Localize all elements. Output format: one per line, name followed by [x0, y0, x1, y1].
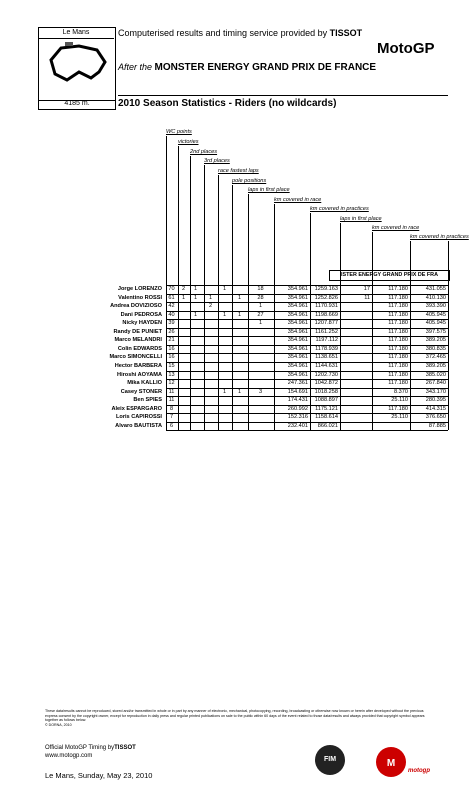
table-cell: [233, 396, 246, 405]
table-cell: 1: [193, 294, 198, 301]
table-cell: [341, 371, 370, 380]
table-cell: [341, 353, 370, 362]
column-header: pole positions: [232, 178, 267, 184]
table-cell: [179, 302, 188, 311]
table-cell: [219, 328, 230, 337]
tissot-brand: TISSOT: [114, 745, 136, 751]
circuit-name: Le Mans: [38, 27, 114, 39]
table-cell: [191, 328, 200, 337]
table-cell: 354.961: [287, 354, 308, 361]
table-cell: [341, 422, 370, 431]
table-cell: 1138.651: [315, 354, 338, 361]
table-cell: [179, 328, 188, 337]
table-cell: [249, 362, 272, 371]
table-cell: [249, 405, 272, 414]
table-cell: [205, 371, 216, 380]
rider-name: Colin EDWARDS: [117, 345, 162, 352]
column-header: race fastest laps: [218, 168, 259, 174]
event-line: After the MONSTER ENERGY GRAND PRIX DE FRANCE: [118, 62, 377, 73]
official-timing: Official MotoGP Timing byTISSOT: [45, 745, 136, 751]
table-cell: 410.130: [425, 294, 446, 301]
table-cell: [341, 362, 370, 371]
table-cell: [205, 362, 216, 371]
table-cell: 117.180: [388, 354, 408, 361]
rider-name: Ben SPIES: [133, 397, 162, 404]
rider-name: Nicky HAYDEN: [122, 320, 162, 327]
table-cell: 1170.931: [315, 303, 338, 310]
table-cell: [205, 396, 216, 405]
table-cell: 354.961: [287, 320, 308, 327]
table-cell: [179, 311, 188, 320]
table-cell: 232.401: [287, 422, 308, 429]
table-cell: 117.180: [388, 405, 408, 412]
table-cell: [219, 345, 230, 354]
table-cell: [233, 413, 246, 422]
table-cell: [249, 353, 272, 362]
table-cell: [249, 345, 272, 354]
table-cell: [233, 405, 246, 414]
table-cell: 42: [168, 303, 175, 310]
table-cell: [219, 396, 230, 405]
table-cell: 405.945: [425, 320, 446, 327]
table-cell: 117.180: [388, 286, 408, 292]
table-cell: [233, 319, 246, 328]
table-cell: 12: [168, 380, 175, 387]
table-cell: 117.180: [388, 345, 408, 352]
table-cell: 117.180: [388, 371, 408, 378]
disclaimer: These data/results cannot be reproduced, stored and/or transmitted in whole or in part by any manner of electronic, mechanical, photocopying, recording, broadcasting or otherwise now known or herein after developed without the previous express consent by the copyright owner, except for reproduction in daily press and regular printed publications on sale to the public within 60 days of the event related to those data/results and always provided that copyright symbol appears together as follows below. © DORNA, 2010: [45, 709, 425, 727]
table-cell: 70: [168, 286, 175, 292]
table-cell: 405.945: [425, 311, 446, 318]
table-cell: 15: [168, 362, 175, 369]
table-cell: 1144.631: [315, 362, 338, 369]
table-cell: [341, 405, 370, 414]
tissot-logo: TISSOT: [329, 28, 363, 38]
table-cell: 1: [222, 311, 227, 318]
table-cell: 260.992: [287, 405, 308, 412]
table-cell: 1197.112: [315, 337, 338, 344]
table-cell: 61: [168, 294, 175, 301]
page-title: 2010 Season Statistics - Riders (no wildcards): [118, 98, 337, 109]
table-cell: [179, 319, 188, 328]
table-cell: 39: [168, 320, 175, 327]
table-cell: [341, 388, 370, 397]
website-link[interactable]: www.motogp.com: [45, 753, 93, 759]
table-cell: 3: [258, 388, 263, 395]
table-cell: 354.961: [287, 362, 308, 369]
table-cell: [219, 353, 230, 362]
table-cell: [219, 294, 230, 303]
table-cell: [205, 405, 216, 414]
table-cell: 152.316: [287, 414, 308, 421]
table-cell: 1: [193, 311, 198, 318]
table-cell: 1: [258, 320, 263, 327]
table-cell: [249, 422, 272, 431]
table-cell: 354.961: [287, 328, 308, 335]
table-cell: [179, 388, 188, 397]
rider-name: Hiroshi AOYAMA: [117, 371, 162, 378]
table-cell: 1: [237, 388, 242, 395]
table-cell: [179, 396, 188, 405]
table-cell: [219, 319, 230, 328]
table-cell: [205, 328, 216, 337]
table-cell: [341, 396, 370, 405]
table-cell: [205, 388, 216, 397]
table-cell: 2: [181, 286, 186, 292]
table-cell: [179, 422, 188, 431]
table-cell: [205, 285, 216, 294]
table-cell: 1: [258, 303, 263, 310]
table-cell: [205, 422, 216, 431]
table-cell: 389.205: [425, 337, 446, 344]
table-cell: 1: [222, 286, 227, 292]
table-cell: 354.961: [287, 337, 308, 344]
header-divider: [118, 95, 448, 96]
table-cell: 21: [168, 337, 175, 344]
rider-name: Alvaro BAUTISTA: [115, 422, 162, 429]
table-cell: [219, 413, 230, 422]
table-cell: 16: [168, 354, 175, 361]
table-cell: 280.395: [425, 397, 446, 404]
table-cell: 40: [168, 311, 175, 318]
table-cell: [191, 413, 200, 422]
table-top-line: [166, 285, 448, 286]
table-cell: [233, 345, 246, 354]
table-cell: 354.961: [287, 345, 308, 352]
table-cell: 866.021: [317, 422, 338, 429]
table-cell: [233, 371, 246, 380]
rider-name: Randy DE PUNIET: [113, 328, 162, 335]
table-cell: 11: [168, 397, 175, 404]
table-cell: [373, 422, 408, 431]
rider-name: Dani PEDROSA: [120, 311, 162, 318]
table-cell: [219, 336, 230, 345]
table-cell: [191, 319, 200, 328]
rider-name: Marco SIMONCELLI: [109, 354, 162, 361]
table-cell: 1252.826: [314, 294, 338, 301]
table-cell: 372.465: [425, 354, 446, 361]
table-cell: [205, 319, 216, 328]
table-cell: 117.180: [388, 320, 408, 327]
table-cell: 174.431: [287, 397, 308, 404]
table-cell: 247.361: [287, 380, 308, 387]
table-cell: [341, 311, 370, 320]
table-cell: 354.961: [287, 371, 308, 378]
table-cell: 28: [257, 294, 264, 301]
table-cell: 26: [168, 328, 175, 335]
table-cell: 389.205: [425, 362, 446, 369]
table-cell: 1: [181, 294, 186, 301]
table-cell: 154.691: [287, 388, 308, 395]
table-cell: [205, 345, 216, 354]
table-cell: 117.180: [388, 311, 408, 318]
column-header: km covered in race: [274, 197, 322, 203]
rider-name: Casey STONER: [120, 388, 162, 395]
column-header: 2nd places: [190, 149, 218, 155]
table-cell: 431.055: [425, 286, 446, 292]
table-cell: 117.180: [388, 328, 408, 335]
table-cell: [179, 362, 188, 371]
table-cell: [233, 353, 246, 362]
table-cell: 354.961: [287, 294, 308, 301]
rider-name: Hector BARBERA: [114, 362, 162, 369]
table-cell: [179, 379, 188, 388]
table-cell: [191, 371, 200, 380]
table-cell: [191, 379, 200, 388]
table-cell: 397.575: [425, 328, 446, 335]
table-cell: [219, 422, 230, 431]
table-cell: [179, 336, 188, 345]
table-cell: [341, 345, 370, 354]
table-cell: [249, 328, 272, 337]
table-cell: 1207.877: [314, 320, 338, 327]
table-cell: 87.885: [428, 422, 446, 429]
table-cell: 117.180: [388, 303, 408, 310]
column-header: 3rd places: [204, 158, 230, 164]
table-cell: [219, 379, 230, 388]
table-cell: [341, 328, 370, 337]
table-cell: 414.315: [425, 405, 446, 412]
rider-name: Aleix ESPARGARO: [111, 405, 162, 412]
event-banner-cell: ISTER ENERGY GRAND PRIX DE FRA: [329, 270, 450, 281]
table-cell: [233, 336, 246, 345]
table-cell: [179, 371, 188, 380]
svg-text:M: M: [386, 758, 396, 769]
table-cell: 117.180: [388, 362, 408, 369]
rider-name: Mika KALLIO: [127, 380, 162, 387]
table-cell: [233, 422, 246, 431]
table-cell: [191, 362, 200, 371]
table-cell: [341, 379, 370, 388]
table-cell: 16: [168, 345, 175, 352]
table-cell: 380.835: [425, 345, 446, 352]
table-cell: [179, 405, 188, 414]
table-cell: 343.170: [425, 388, 446, 395]
table-cell: [179, 345, 188, 354]
table-cell: 354.961: [287, 311, 308, 318]
column-header: victories: [178, 139, 199, 145]
table-cell: 1: [237, 311, 242, 318]
table-cell: [205, 353, 216, 362]
table-cell: 117.180: [388, 380, 408, 387]
table-cell: 1: [222, 388, 227, 395]
table-cell: 267.840: [425, 380, 446, 387]
table-cell: [191, 388, 200, 397]
motogp-logo: MotoGP: [377, 40, 435, 57]
table-cell: [233, 379, 246, 388]
table-cell: [191, 345, 200, 354]
table-cell: 385.020: [425, 371, 446, 378]
column-header: km covered in practices: [310, 206, 369, 212]
table-cell: 1088.897: [314, 397, 338, 404]
table-cell: [249, 379, 272, 388]
table-cell: [233, 302, 246, 311]
column-header: laps in first place: [340, 216, 382, 222]
column-header: km covered in race: [372, 225, 420, 231]
rider-name: Valentino ROSSI: [118, 294, 162, 301]
table-cell: 1042.872: [314, 380, 338, 387]
fim-logo: FIM: [315, 745, 345, 775]
table-cell: [341, 319, 370, 328]
table-cell: [191, 336, 200, 345]
table-cell: 1259.163: [314, 286, 338, 292]
table-cell: [233, 285, 246, 294]
table-cell: 6: [169, 422, 174, 429]
table-cell: 8: [169, 405, 174, 412]
table-cell: 11: [168, 388, 175, 395]
table-cell: [191, 396, 200, 405]
table-cell: [219, 362, 230, 371]
table-cell: [191, 353, 200, 362]
table-cell: 1: [237, 294, 242, 301]
table-cell: [205, 336, 216, 345]
table-cell: 17: [363, 286, 370, 292]
table-cell: 27: [257, 311, 264, 318]
row-line: [166, 430, 448, 431]
rider-name: Jorge LORENZO: [117, 286, 162, 292]
table-cell: 2: [208, 303, 213, 310]
column-header: km covered in practices: [410, 234, 469, 240]
rider-name: Andrea DOVIZIOSO: [110, 303, 162, 310]
table-cell: [219, 371, 230, 380]
table-cell: 117.180: [388, 337, 408, 344]
table-cell: 8.370: [394, 388, 408, 395]
table-cell: [341, 302, 370, 311]
table-cell: [341, 336, 370, 345]
svg-text:motogp: motogp: [408, 768, 430, 774]
table-cell: 376.650: [425, 414, 446, 421]
rider-name: Loris CAPIROSSI: [115, 414, 162, 421]
motogp-emblem-icon: [374, 745, 430, 779]
table-cell: 354.961: [287, 286, 308, 292]
table-cell: [191, 422, 200, 431]
table-cell: [179, 353, 188, 362]
table-cell: 7: [169, 414, 174, 421]
table-cell: 1: [193, 286, 198, 292]
table-cell: 354.961: [287, 303, 308, 310]
table-cell: [219, 302, 230, 311]
table-cell: [219, 405, 230, 414]
table-cell: 1161.252: [315, 328, 338, 335]
table-cell: [205, 379, 216, 388]
table-cell: 1158.614: [315, 414, 338, 421]
table-cell: [233, 362, 246, 371]
table-cell: 11: [364, 294, 370, 301]
timing-provider-text: Computerised results and timing service provided by TISSOT: [118, 28, 363, 38]
table-cell: 117.180: [388, 294, 408, 301]
table-cell: [249, 371, 272, 380]
table-cell: 1: [208, 294, 213, 301]
table-cell: [249, 396, 272, 405]
table-cell: [191, 405, 200, 414]
table-cell: 25.110: [391, 397, 408, 404]
table-cell: [249, 413, 272, 422]
column-header: laps in first place: [248, 187, 290, 193]
table-cell: [233, 328, 246, 337]
table-cell: 25.110: [391, 414, 408, 421]
table-cell: 13: [168, 371, 175, 378]
table-cell: 1018.258: [314, 388, 338, 395]
rider-name: Marco MELANDRI: [114, 337, 162, 344]
table-cell: 393.390: [425, 303, 446, 310]
table-cell: 1175.121: [315, 405, 338, 412]
table-cell: [205, 413, 216, 422]
place-date: Le Mans, Sunday, May 23, 2010: [45, 771, 153, 780]
circuit-length: 4185 m.: [38, 99, 116, 110]
column-header: WC points: [166, 129, 192, 135]
table-cell: [191, 302, 200, 311]
table-cell: [205, 311, 216, 320]
table-cell: [179, 413, 188, 422]
table-cell: 1178.939: [315, 345, 338, 352]
table-cell: [341, 413, 370, 422]
table-cell: 1198.669: [315, 311, 338, 318]
table-cell: 1202.730: [314, 371, 338, 378]
table-cell: 18: [257, 286, 264, 292]
event-name: MONSTER ENERGY GRAND PRIX DE FRANCE: [154, 62, 377, 73]
table-cell: [249, 336, 272, 345]
